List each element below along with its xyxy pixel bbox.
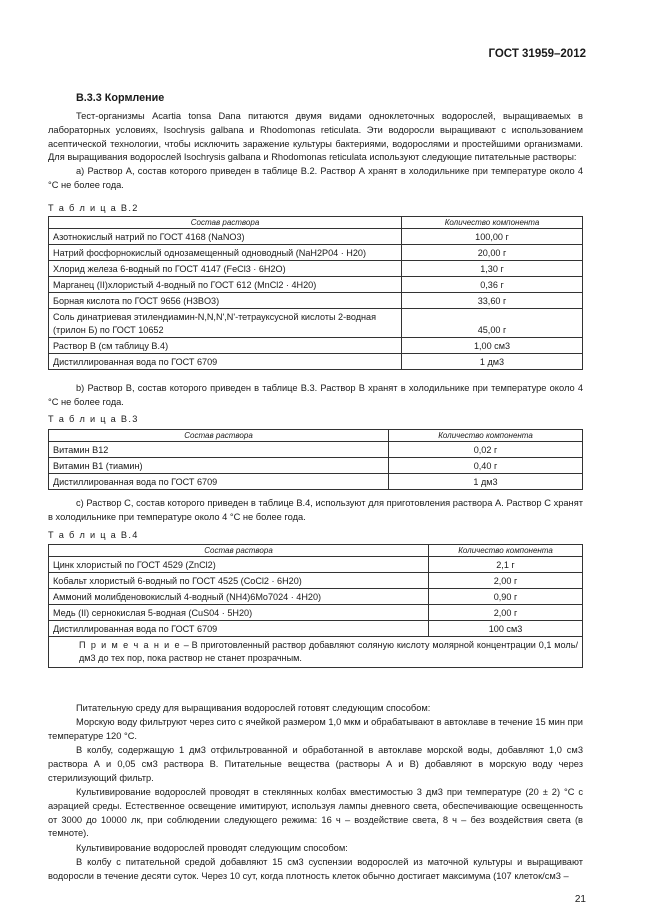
table-row (49, 293, 583, 309)
component-amount: 1 дм3 (402, 354, 583, 370)
note-label: П р и м е ч а н и е (79, 640, 181, 650)
table-b3 (48, 429, 583, 490)
column-header: Состав раствора (49, 430, 389, 442)
component-name: Марганец (II)хлористый 4-водный по ГОСТ 612 (MnCl2 · 4H20) (49, 277, 402, 293)
table-row (49, 474, 583, 490)
paragraph-inoculation: В колбу с питательной средой добавляют 15 см3 суспензии водорослей из маточной культуры и выращивают водоросли в течение десяти суток. Через 10 сут, когда плотность клеток обычно достигает максимума (107 клеток/см3 – (48, 857, 583, 881)
table-row (49, 354, 583, 370)
intro-paragraph: Тест-организмы Acartia tonsa Dana питаются двумя видами одноклеточных водорослей, выращиваемых в лабораторных условиях, Isochrysis galbana и Rhodomonas reticulata. Эти водоросли выращивают с использованием асептической технологии, чтобы исключить заражение культуры бактериями, водорослями и простейшими организмами. Для выращивания водорослей Isochrysis galbana и Rhodomonas reticulata используют следующие питательные растворы: (48, 111, 583, 163)
component-name: Натрий фосфорнокислый однозамещенный одноводный (NaH2P04 · H20) (49, 245, 402, 261)
component-name: Цинк хлористый по ГОСТ 4529 (ZnCl2) (49, 557, 429, 573)
component-name: Азотнокислый натрий по ГОСТ 4168 (NaNO3) (49, 229, 402, 245)
standard-code: ГОСТ 31959–2012 (488, 48, 586, 60)
table-b2 (48, 216, 583, 370)
table-row (49, 229, 583, 245)
table-row (49, 621, 583, 637)
component-amount: 2,1 г (429, 557, 583, 573)
section-title: В.3.3 Кормление (76, 92, 165, 104)
column-header: Состав раствора (49, 545, 429, 557)
table-row (49, 338, 583, 354)
table-header-row (49, 217, 583, 229)
component-amount: 33,60 г (402, 293, 583, 309)
note-text: – В приготовленный раствор добавляют соляную кислоту молярной концентрации 0,1 моль/дм3 до тех пор, пока раствор не станет прозрачным. (79, 640, 578, 663)
table-b2-caption: Т а б л и ц а В.2 (48, 203, 139, 213)
component-name: Кобальт хлористый 6-водный по ГОСТ 4525 (CoCl2 · 6H20) (49, 573, 429, 589)
table-note-row (49, 637, 583, 668)
component-name: Аммоний молибденовокислый 4-водный (NH4)6Mo7024 · 4H20) (49, 589, 429, 605)
table-row (49, 277, 583, 293)
solution-a-paragraph: а) Раствор А, состав которого приведен в таблице В.2. Раствор А хранят в холодильнике при температуре около 4 °С не более года. (48, 166, 583, 190)
table-b4-caption: Т а б л и ц а В.4 (48, 530, 139, 540)
component-amount: 0,02 г (389, 442, 583, 458)
component-amount: 2,00 г (429, 573, 583, 589)
column-header: Количество компонента (429, 545, 583, 557)
component-name: Хлорид железа 6-водный по ГОСТ 4147 (FeCl3 · 6H2O) (49, 261, 402, 277)
paragraph-nutrients: В колбу, содержащую 1 дм3 отфильтрованной и обработанной в автоклаве морской воды, добавляют 1,0 см3 раствора А и 0,05 см3 раствора В. Питательные вещества (растворы А и В) добавляют в морскую воду через стерилизующий фильтр. (48, 745, 583, 783)
component-name: Витамин B12 (49, 442, 389, 458)
component-name: Борная кислота по ГОСТ 9656 (H3BO3) (49, 293, 402, 309)
component-name: Дистиллированная вода по ГОСТ 6709 (49, 474, 389, 490)
paragraph-preparation: Питательную среду для выращивания водорослей готовят следующим способом: (76, 703, 431, 713)
column-header: Количество компонента (389, 430, 583, 442)
table-row (49, 309, 583, 338)
table-row (49, 589, 583, 605)
table-header-row (49, 545, 583, 557)
table-row (49, 442, 583, 458)
table-row (49, 557, 583, 573)
paragraph-filtration: Морскую воду фильтруют через сито с ячейкой размером 1,0 мкм и обрабатывают в автоклаве в течение 15 мин при температуре 120 °С. (48, 717, 583, 741)
component-amount: 1,00 см3 (402, 338, 583, 354)
table-b4 (48, 544, 583, 668)
component-amount: 0,40 г (389, 458, 583, 474)
table-row (49, 261, 583, 277)
component-amount: 2,00 г (429, 605, 583, 621)
column-header: Состав раствора (49, 217, 402, 229)
component-amount: 0,90 г (429, 589, 583, 605)
component-amount: 45,00 г (402, 309, 583, 338)
component-amount: 100 см3 (429, 621, 583, 637)
table-row (49, 605, 583, 621)
table-b3-caption: Т а б л и ц а В.3 (48, 414, 139, 424)
component-amount: 1 дм3 (389, 474, 583, 490)
component-name: Соль динатриевая этилендиамин-N,N,N',N'-тетрауксусной кислоты 2-водная (трилон Б) по ГОСТ 10652 (49, 309, 402, 338)
component-name: Витамин B1 (тиамин) (49, 458, 389, 474)
column-header: Количество компонента (402, 217, 583, 229)
table-header-row (49, 430, 583, 442)
page-number: 21 (574, 894, 586, 905)
table-note (49, 637, 583, 668)
component-name: Дистиллированная вода по ГОСТ 6709 (49, 354, 402, 370)
component-name: Медь (II) сернокислая 5-водная (CuS04 · 5H20) (49, 605, 429, 621)
component-amount: 100,00 г (402, 229, 583, 245)
table-row (49, 245, 583, 261)
component-amount: 20,00 г (402, 245, 583, 261)
table-row (49, 458, 583, 474)
component-amount: 1,30 г (402, 261, 583, 277)
solution-c-paragraph: с) Раствор С, состав которого приведен в таблице В.4, используют для приготовления раствора А. Раствор С хранят в холодильнике при температуре около 4 °С не более года. (48, 498, 583, 522)
table-row (49, 573, 583, 589)
paragraph-cultivation-conditions: Культивирование водорослей проводят в стеклянных колбах вместимостью 3 дм3 при температуре (20 ± 2) °С с аэрацией среды. Естественное освещение имитируют, используя лампы дневного света, обеспечивающие освещенность от 3000 до 10000 лк, при соблюдении следующего режима: 16 ч – воздействие света, 8 ч – без воздействия света (в темноте). (48, 787, 583, 839)
paragraph-cultivation-method: Культивирование водорослей проводят следующим способом: (76, 843, 348, 853)
component-amount: 0,36 г (402, 277, 583, 293)
component-name: Раствор В (см таблицу В.4) (49, 338, 402, 354)
solution-b-paragraph: b) Раствор В, состав которого приведен в таблице В.3. Раствор В хранят в холодильнике при температуре около 4 °С не более года. (48, 383, 583, 407)
component-name: Дистиллированная вода по ГОСТ 6709 (49, 621, 429, 637)
